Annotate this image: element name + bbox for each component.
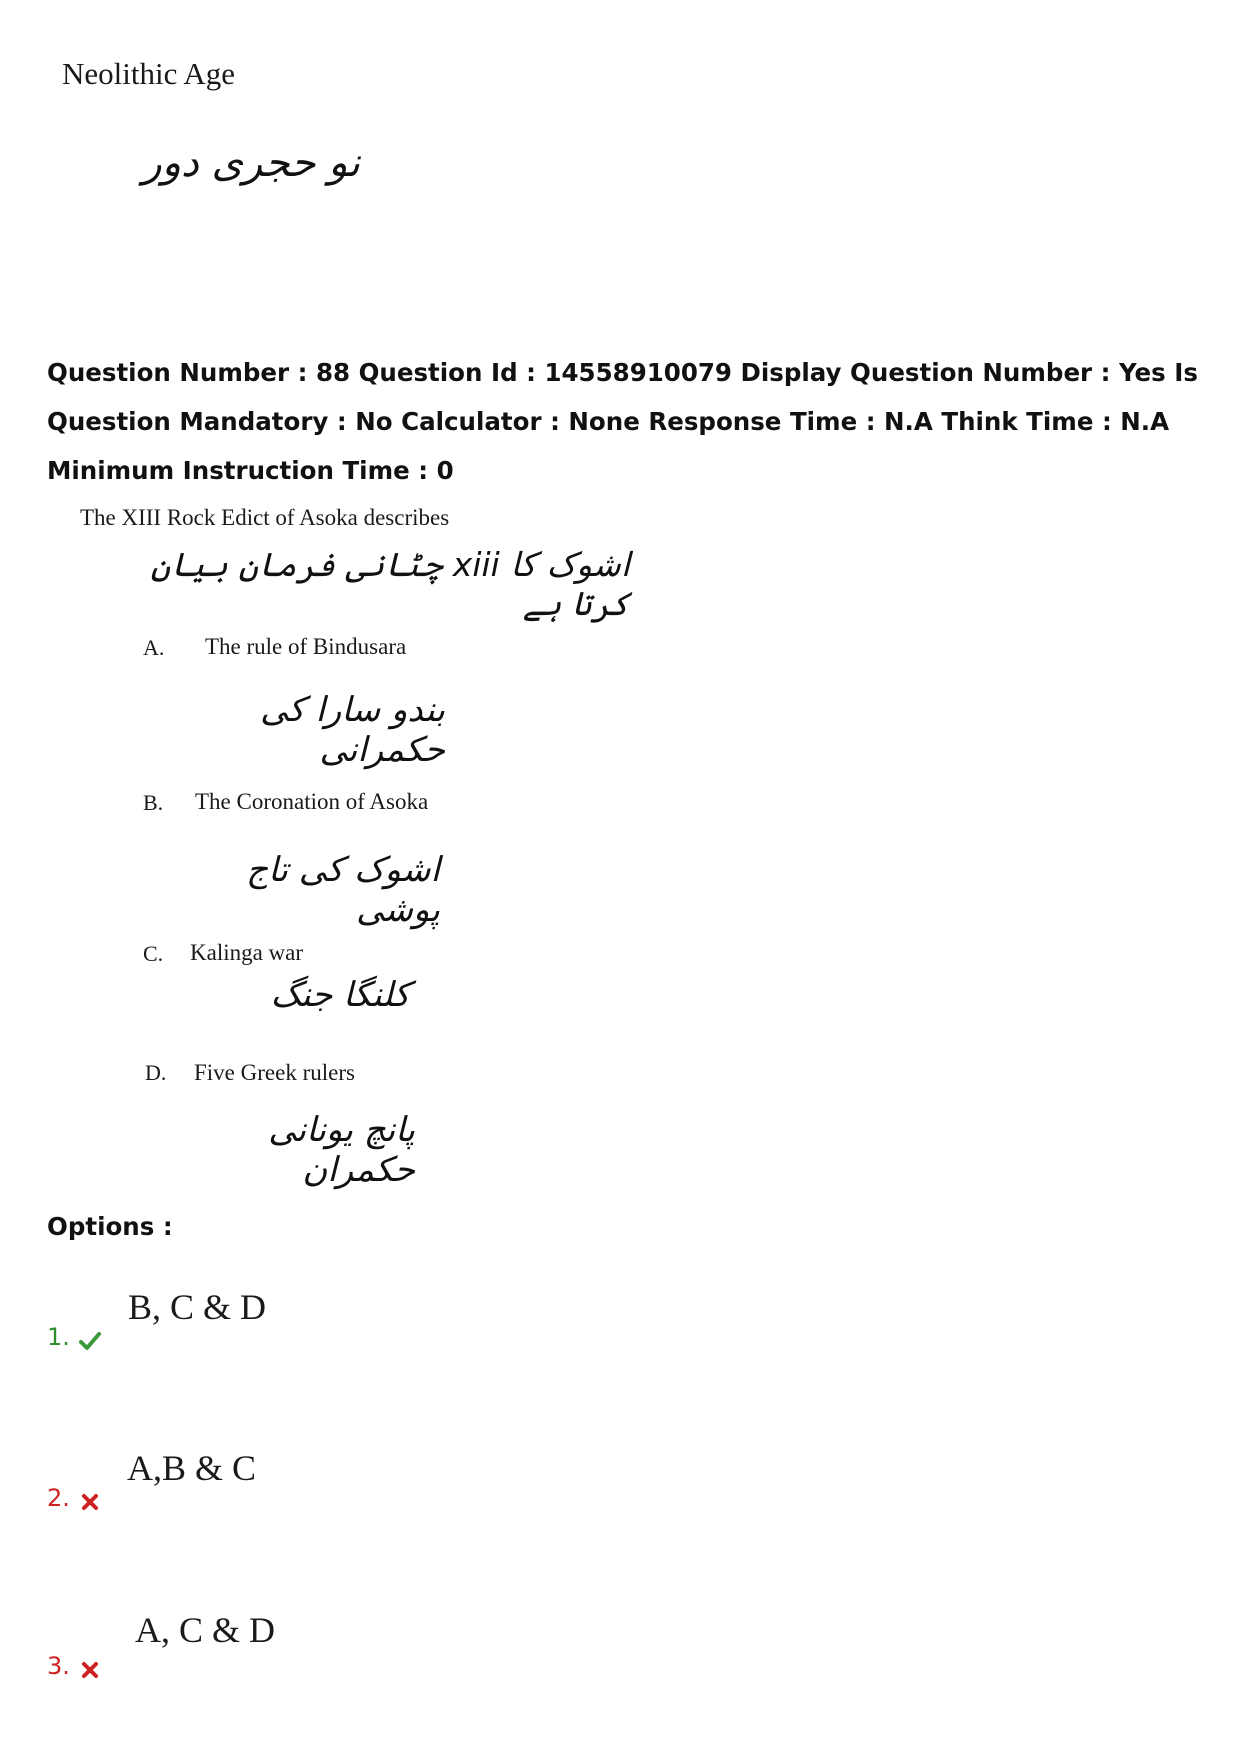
item-c-english: Kalinga war [190,940,304,965]
option-1-number: 1. [47,1323,70,1351]
check-icon [79,1330,101,1352]
item-c-letter: C. [143,941,164,966]
option-2-number: 2. [47,1484,70,1512]
option-1-marker[interactable] [47,1323,101,1352]
option-2-text[interactable]: A,B & C [127,1448,257,1488]
options-label: Options : [47,1212,173,1241]
option-3-marker[interactable] [47,1652,101,1681]
question-stem-english: The XIII Rock Edict of Asoka describes [80,505,450,530]
item-a-urdu: بندو سارا کی حکمرانی [260,690,445,770]
question-stem-urdu: اشوک کا xiii چٹانی فرمان بیان کرتا ہے [150,545,630,623]
item-d-urdu: پانچ یونانی حکمران [268,1110,415,1190]
cross-icon [79,1659,101,1681]
option-1-text[interactable]: B, C & D [128,1287,267,1327]
question-meta: Question Number : 88 Question Id : 14558910079 Display Question Number : Yes Is Question Mandatory : No Calculator : None Response Time : N.A Think Time : N.A Minimum Instruction Time : 0 [47,358,1198,485]
item-a-letter: A. [143,635,165,660]
previous-option-urdu: نو حجری دور [142,140,360,186]
item-c-urdu: کلنگا جنگ [270,975,410,1015]
item-a-english: The rule of Bindusara [205,634,407,659]
option-3-text[interactable]: A, C & D [135,1610,276,1650]
item-b-english: The Coronation of Asoka [195,789,429,814]
item-d-letter: D. [145,1060,167,1085]
item-d-english: Five Greek rulers [194,1060,355,1085]
item-b-urdu: اشوک کی تاج پوشی [246,850,440,930]
item-b-letter: B. [143,790,164,815]
cross-icon [79,1491,101,1513]
option-3-number: 3. [47,1652,70,1680]
option-2-marker[interactable] [47,1484,101,1513]
previous-option-english: Neolithic Age [62,56,236,91]
